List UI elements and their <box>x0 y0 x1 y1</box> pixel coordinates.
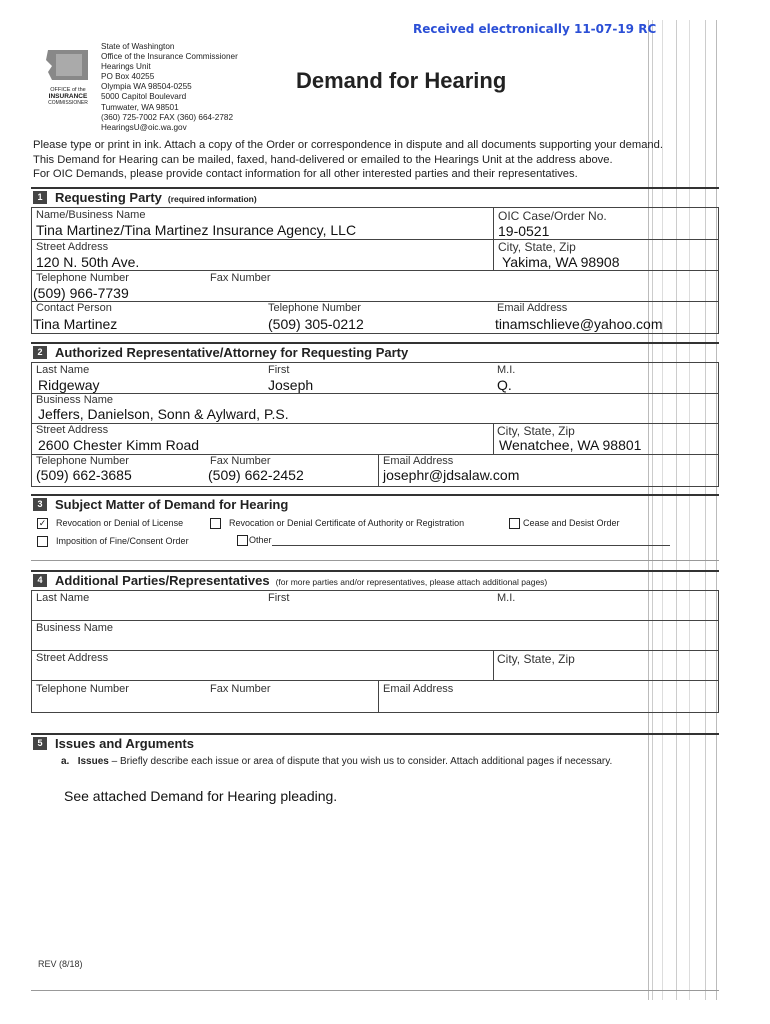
email-field[interactable]: tinamschlieve@yahoo.com <box>495 316 663 332</box>
rep-last-field[interactable]: Ridgeway <box>38 377 100 393</box>
section-number: 1 <box>33 191 47 204</box>
name-field[interactable]: Tina Martinez/Tina Martinez Insurance Agency, LLC <box>36 222 357 238</box>
section-1-header <box>31 187 719 207</box>
issues-instruction <box>61 756 612 767</box>
rep-city-label: City, State, Zip <box>497 424 575 438</box>
item-text: – Briefly describe each issue or area of dispute that you wish us to consider. Attach additional pages if necessary. <box>111 756 613 767</box>
rep-mi-label: M.I. <box>497 364 516 376</box>
add-phone-label: Telephone Number <box>36 683 129 695</box>
street-label: Street Address <box>36 241 109 253</box>
address-line: 5000 Capitol Boulevard <box>101 92 187 102</box>
section-title: Authorized Representative/Attorney for Requesting Party <box>55 345 409 360</box>
name-label: Name/Business Name <box>36 209 146 221</box>
case-field[interactable]: 19-0521 <box>498 223 550 239</box>
city-label: City, State, Zip <box>498 240 576 254</box>
rep-phone-label: Telephone Number <box>36 455 129 467</box>
phone-label: Telephone Number <box>36 272 129 284</box>
agency-address <box>101 42 238 133</box>
item-letter: a. <box>61 756 70 767</box>
add-fax-label: Fax Number <box>210 683 271 695</box>
rep-city-field[interactable]: Wenatchee, WA 98801 <box>499 437 642 453</box>
phone-field[interactable]: (509) 966-7739 <box>33 285 129 301</box>
rep-fax-field[interactable]: (509) 662-2452 <box>208 467 304 483</box>
section-2-header <box>31 342 719 362</box>
instruction-line: This Demand for Hearing can be mailed, faxed, hand-delivered or emailed to the Hearings Unit at the address above. <box>33 153 613 166</box>
section-note: (for more parties and/or representatives, please attach additional pages) <box>275 577 548 587</box>
address-line: Olympia WA 98504-0255 <box>101 82 192 92</box>
add-first-label: First <box>268 592 290 604</box>
rep-first-field[interactable]: Joseph <box>268 377 314 393</box>
other-option-label: Other <box>249 535 272 545</box>
logo-line2: INSURANCE <box>48 93 88 100</box>
contact-phone-field[interactable]: (509) 305-0212 <box>268 316 364 332</box>
address-line: Hearings Unit <box>101 62 151 72</box>
section-title <box>55 190 257 205</box>
address-line: Office of the Insurance Commissioner <box>101 52 238 62</box>
certificate-option-label: Revocation or Denial Certificate of Authority or Registration <box>229 518 465 528</box>
street-field[interactable]: 120 N. 50th Ave. <box>36 254 140 270</box>
section-number: 5 <box>33 737 47 750</box>
add-mi-label: M.I. <box>497 592 516 604</box>
add-street-label: Street Address <box>36 652 109 664</box>
section-3-header <box>31 494 719 514</box>
revision-footer: REV (8/18) <box>38 959 83 969</box>
section-title: Subject Matter of Demand for Hearing <box>55 497 289 512</box>
rep-business-label: Business Name <box>36 394 114 406</box>
license-option-label: Revocation or Denial of License <box>56 518 184 528</box>
section-title: Issues and Arguments <box>55 736 194 751</box>
add-last-label: Last Name <box>36 592 90 604</box>
city-field[interactable]: Yakima, WA 98908 <box>502 254 620 270</box>
rep-street-label: Street Address <box>36 424 109 436</box>
address-line: PO Box 40255 <box>101 72 155 82</box>
contact-phone-label: Telephone Number <box>268 302 361 314</box>
rep-phone-field[interactable]: (509) 662-3685 <box>36 467 132 483</box>
rep-mi-field[interactable]: Q. <box>497 377 512 393</box>
section-4-header <box>31 570 719 590</box>
rep-first-label: First <box>268 364 290 376</box>
washington-map-icon <box>42 46 94 86</box>
address-line: State of Washington <box>101 42 175 51</box>
oic-logo <box>42 46 94 106</box>
address-line: HearingsU@oic.wa.gov <box>101 122 187 132</box>
address-line: Tumwater, WA 98501 <box>101 102 179 112</box>
fine-checkbox[interactable] <box>37 536 48 547</box>
item-title: Issues <box>77 756 109 767</box>
add-city-label: City, State, Zip <box>497 652 575 666</box>
rep-street-field[interactable]: 2600 Chester Kimm Road <box>38 437 200 453</box>
case-label: OIC Case/Order No. <box>498 209 607 223</box>
add-business-label: Business Name <box>36 622 114 634</box>
section-title-text: Additional Parties/Representatives <box>55 573 270 588</box>
section-title-text: Requesting Party <box>55 190 162 205</box>
rep-last-label: Last Name <box>36 364 90 376</box>
instruction-line: For OIC Demands, please provide contact information for all other interested parties and their representatives. <box>33 168 578 180</box>
address-line: (360) 725-7002 FAX (360) 664-2782 <box>101 112 233 122</box>
contact-field[interactable]: Tina Martinez <box>33 316 118 332</box>
issues-answer[interactable]: See attached Demand for Hearing pleading. <box>64 788 338 804</box>
logo-line3: COMMISSIONER <box>48 100 88 106</box>
contact-label: Contact Person <box>36 302 112 314</box>
license-checkbox[interactable]: ✓ <box>38 518 47 528</box>
section-5-header <box>31 733 719 753</box>
section-note: (required information) <box>167 194 257 204</box>
section-number: 4 <box>33 574 47 587</box>
other-checkbox[interactable] <box>237 535 248 546</box>
received-stamp: Received electronically 11-07-19 RC <box>413 22 657 36</box>
cease-desist-checkbox[interactable] <box>509 518 520 529</box>
rep-fax-label: Fax Number <box>210 455 271 467</box>
email-label: Email Address <box>497 302 568 314</box>
rep-business-field[interactable]: Jeffers, Danielson, Sonn & Aylward, P.S. <box>38 406 289 422</box>
section-number: 3 <box>33 498 47 511</box>
document-title: Demand for Hearing <box>296 68 507 93</box>
section-number: 2 <box>33 346 47 359</box>
section-title <box>55 573 547 588</box>
cease-desist-option-label: Cease and Desist Order <box>523 518 620 528</box>
certificate-checkbox[interactable] <box>210 518 221 529</box>
fine-option-label: Imposition of Fine/Consent Order <box>56 536 189 546</box>
logo-line1: OFFICE of the <box>50 87 86 93</box>
rep-email-field[interactable]: josephr@jdsalaw.com <box>383 467 520 483</box>
instructions <box>33 138 673 182</box>
instruction-line: Please type or print in ink. Attach a copy of the Order or correspondence in dispute and all documents supporting your demand. <box>33 139 663 151</box>
other-input-line[interactable] <box>272 545 670 546</box>
rep-email-label: Email Address <box>383 455 454 467</box>
fax-label: Fax Number <box>210 272 271 284</box>
add-email-label: Email Address <box>383 683 454 695</box>
